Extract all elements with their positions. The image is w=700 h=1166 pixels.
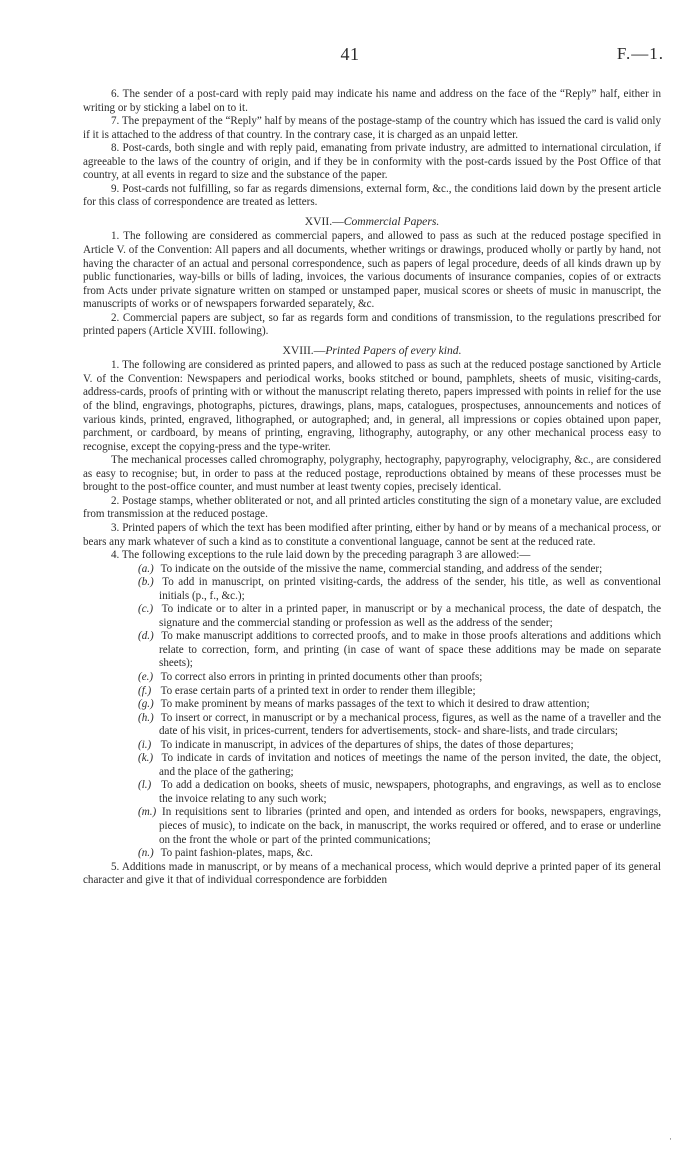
item-label: (d.) — [138, 630, 154, 643]
list-item — [83, 739, 661, 753]
item-text: To indicate on the outside of the missive the name, commercial standing, and address of the sender; — [160, 562, 603, 575]
section-number: XVIII.— — [282, 343, 326, 357]
list-item — [83, 630, 661, 671]
paragraph: 7. The prepayment of the “Reply” half by means of the postage-stamp of the country which has issued the card is valid only if it is attached to the address of that country. In the contrary case, it is charged as an unpaid letter. — [83, 115, 661, 141]
item-label: (a.) — [138, 562, 154, 575]
item-label: (g.) — [138, 698, 154, 711]
section-title: Commercial Papers. — [343, 214, 440, 228]
footer-mark: · — [669, 1134, 672, 1144]
item-text: To add in manuscript, on printed visiting-cards, the address of the sender, his title, as well as conventional initials (p., f., &c.); — [159, 576, 662, 602]
list-item — [83, 712, 661, 739]
list-item — [83, 563, 661, 577]
section-number: XVII.— — [304, 214, 344, 228]
paragraph: 2. Commercial papers are subject, so far as regards form and conditions of transmission, to the regulations prescribed for printed papers (Article XVIII. following). — [83, 311, 661, 338]
item-text: To erase certain parts of a printed text in order to render them illegible; — [160, 684, 476, 697]
section-title: Printed Papers of every kind. — [325, 343, 462, 357]
paragraph: 6. The sender of a post-card with reply paid may indicate his name and address on the face of the “Reply” half, either in writing or by sticking a label on to it. — [83, 88, 661, 114]
list-item — [83, 806, 661, 847]
item-text: To add a dedication on books, sheets of music, newspapers, photographs, and engravings, as well as to enclose the invoice relating to any such work; — [159, 779, 661, 805]
item-text: To insert or correct, in manuscript or by a mechanical process, figures, as well as the name of a traveller and the date of his visit, in prices-current, tenders for advertisements, stock- and share-lists, and trade circulars; — [159, 711, 662, 738]
list-item — [83, 603, 661, 630]
paragraph: The mechanical processes called chromography, polygraphy, hectography, papyrography, velocigraphy, &c., are considered as easy to recognise; but, in order to pass at the reduced postage, reproductions obtained by means of these processes must be brought to the post-office counter, and must number at least twenty copies, precisely identical. — [83, 454, 661, 494]
item-label: (m.) — [138, 806, 157, 819]
list-item — [83, 779, 661, 806]
list-item — [83, 685, 661, 699]
item-label: (c.) — [138, 603, 154, 616]
item-label: (f.) — [138, 684, 152, 697]
item-label: (k.) — [138, 752, 154, 765]
document-body — [83, 88, 661, 888]
paragraph: 5. Additions made in manuscript, or by means of a mechanical process, which would deprive a printed paper of its general character and give it that of individual correspondence are forbidden — [83, 860, 661, 887]
item-text: To paint fashion-plates, maps, &c. — [160, 847, 313, 860]
item-text: To correct also errors in printing in printed documents other than proofs; — [160, 670, 483, 683]
item-text: To indicate in cards of invitation and notices of meetings the name of the person invited, the date, the object, and the place of the gathering; — [159, 752, 661, 778]
exceptions-list — [83, 563, 661, 861]
section-heading-xvii — [83, 215, 661, 229]
item-label: (b.) — [138, 576, 154, 589]
list-item — [83, 847, 661, 861]
item-text: To make prominent by means of marks passages of the text to which it desired to draw attention; — [160, 698, 590, 711]
paragraph: 2. Postage stamps, whether obliterated or not, and all printed articles constituting the sign of a monetary value, are excluded from transmission at the reduced postage. — [83, 494, 661, 521]
paragraph: 9. Post-cards not fulfilling, so far as regards dimensions, external form, &c., the conditions laid down by the present article for this class of correspondence are treated as letters. — [83, 182, 661, 209]
paragraph: 8. Post-cards, both single and with reply paid, emanating from private industry, are admitted to international circulation, if agreeable to the laws of the country of origin, and if they be in conformity with the post-cards issued by the Post Office of that country, at all events in regard to size and the substance of the paper. — [83, 142, 661, 182]
paragraph: 4. The following exceptions to the rule laid down by the preceding paragraph 3 are allowed:— — [111, 549, 531, 562]
item-text: In requisitions sent to libraries (printed and open, and intended as orders for books, newspapers, engravings, pieces of music), to indicate on the back, in manuscript, the works required or offered, and to erase or underline on the front the whole or part of the printed communications; — [159, 806, 661, 846]
item-label: (h.) — [138, 711, 154, 724]
item-label: (l.) — [138, 779, 152, 792]
list-item — [83, 671, 661, 685]
list-item — [83, 698, 661, 712]
item-text: To make manuscript additions to corrected proofs, and to make in those proofs alterations and additions which relate to correction, form, and printing (in case of want of space these additions may be made on separate sheets); — [159, 630, 661, 670]
section-heading-xviii — [83, 344, 661, 358]
item-label: (n.) — [138, 847, 154, 860]
document-reference: F.—1. — [616, 44, 664, 63]
list-item — [83, 576, 661, 603]
paragraph: 3. Printed papers of which the text has been modified after printing, either by hand or by means of a mechanical process, or bears any mark whatever of such a kind as to constitute a conventional language, cannot be sent at the reduced rate. — [83, 521, 661, 548]
item-text: To indicate or to alter in a printed paper, in manuscript or by a mechanical process, the date of despatch, the signature and the commercial standing or profession as well as the address of the sender; — [159, 603, 661, 629]
item-label: (i.) — [138, 738, 152, 751]
item-label: (e.) — [138, 670, 154, 683]
page-number: 41 — [340, 44, 360, 64]
paragraph: 1. The following are considered as printed papers, and allowed to pass as such at the reduced postage sanctioned by Article V. of the Convention: Newspapers and periodical works, books stitched or bound, pamphlets, sheets of music, visiting-cards, address-cards, proofs of printing with or without the manuscript relating thereto, papers impressed with points in relief for the use of the blind, engravings, photographs, pictures, drawings, plans, maps, catalogues, prospectuses, announcements and notices of various kinds, printed, engraved, lithographed, or autographed; and, in general, all impressions or copies obtained upon paper, parchment, or cardboard, by means of printing, engraving, lithography, autography, or any other mechanical process easy to recognise, except the copying-press and the type-writer. — [83, 359, 661, 453]
item-text: To indicate in manuscript, in advices of the departures of ships, the dates of those departures; — [160, 738, 574, 751]
list-item — [83, 752, 661, 779]
paragraph: 1. The following are considered as commercial papers, and allowed to pass as such at the reduced postage specified in Article V. of the Convention: All papers and all documents, whether writings or drawings, produced wholly or partly by hand, not having the character of an actual and personal correspondence, such as papers of legal procedure, deeds of all kinds drawn up by public functionaries, way-bills or bills of lading, invoices, the various documents of insurance companies, copies of or extracts from Acts under private signature written on stamped or unstamped paper, musical scores or sheets of music in manuscript, the manuscripts of works or of newspapers forwarded separately, &c. — [83, 230, 661, 311]
